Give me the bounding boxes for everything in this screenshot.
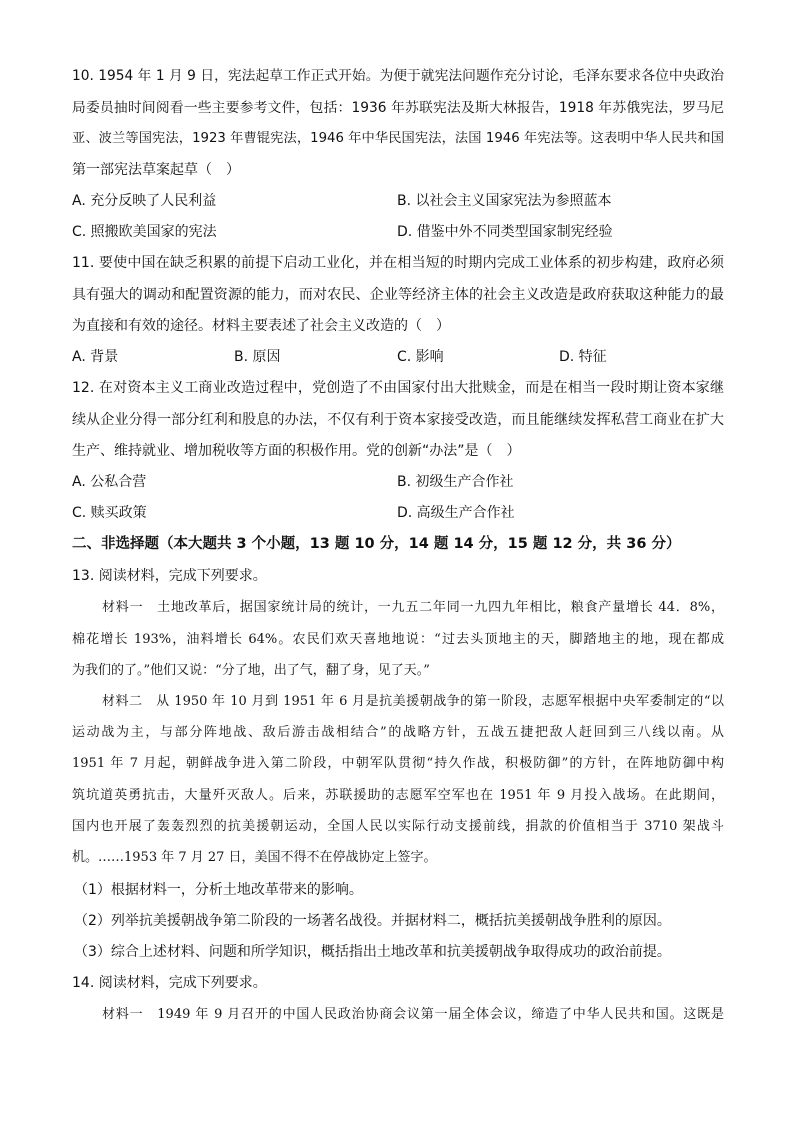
q11-option-d: D. 特征 [559,349,607,365]
q10-option-a: A. 充分反映了人民利益 [72,193,217,209]
q14-material1-line-1: 材料一 1949 年 9 月召开的中国人民政治协商会议第一届全体会议，缔造了中华人民共和国。这既是 [102,1007,724,1022]
q11-line-1: 11. 要使中国在缺乏积累的前提下启动工业化，并在相当短的时期内完成工业体系的初步构建，政府必须 [72,255,724,271]
q14-intro: 14. 阅读材料，完成下列要求。 [72,975,267,991]
q13-material2-line-5: 国内也开展了轰轰烈烈的抗美援朝运动，全国人民以实际行动支援前线，捐款的价值相当于 3710 架战斗 [72,819,724,834]
q12-option-b: B. 初级生产合作社 [397,474,514,490]
q12-option-c: C. 赎买政策 [72,505,147,521]
q11-option-b: B. 原因 [234,349,281,365]
section-heading: 二、非选择题（本大题共 3 个小题，13 题 10 分，14 题 14 分，15 题 12 分，共 36 分） [72,536,681,552]
q11-option-c: C. 影响 [397,349,444,365]
q13-material2-line-6: 机。……1953 年 7 月 27 日，美国不得不在停战协定上签字。 [72,850,437,865]
q13-material2-line-1: 材料二 从 1950 年 10 月到 1951 年 6 月是抗美援朝战争的第一阶段，志愿军根据中央军委制定的“以 [102,694,724,709]
q13-material2-line-3: 1951 年 7 月起，朝鲜战争进入第二阶段，中朝军队贯彻“持久作战，积极防御”的方针，在阵地防御中构 [72,756,724,771]
q12-line-3: 生产、维持就业、增加税收等方面的积极作用。党的创新“办法”是（ ） [72,443,521,459]
q13-question-1: （1）根据材料一，分析土地改革带来的影响。 [74,882,363,898]
q13-material2-line-4: 筑坑道英勇抗击，大量歼灭敌人。后来，苏联援助的志愿军空军也在 1951 年 9 月投入战场。在此期间， [72,788,724,803]
q13-material1-line-3: 为我们的了。”他们又说：“分了地，出了气，翻了身，见了天。” [72,663,430,678]
q12-option-a: A. 公私合营 [72,474,147,490]
q10-line-2: 局委员抽时间阅看一些主要参考文件，包括：1936 年苏联宪法及斯大林报告，1918 年苏俄宪法，罗马尼 [72,100,724,116]
q13-intro: 13. 阅读材料，完成下列要求。 [72,568,267,584]
q11-line-2: 具有强大的调动和配置资源的能力，而对农民、企业等经济主体的社会主义改造是政府获取这种能力的最 [72,287,724,303]
q10-option-d: D. 借鉴中外不同类型国家制宪经验 [397,224,613,240]
q13-material1-line-1: 材料一 土地改革后，据国家统计局的统计，一九五二年同一九四九年相比，粮食产量增长 44．8%， [102,600,724,615]
q13-material1-line-2: 棉花增长 193%，油料增长 64%。农民们欢天喜地地说：“过去头顶地主的天，脚踏地主的地，现在都成 [72,632,724,647]
q11-option-a: A. 背景 [72,349,119,365]
q12-line-1: 12. 在对资本主义工商业改造过程中，党创造了不由国家付出大批赎金，而是在相当一段时期让资本家继 [72,380,724,396]
q10-line-1: 10. 1954 年 1 月 9 日，宪法起草工作正式开始。为便于就宪法问题作充分讨论，毛泽东要求各位中央政治 [72,68,724,84]
q10-line-4: 第一部宪法草案起草（ ） [72,162,240,178]
q10-line-3: 亚、波兰等国宪法，1923 年曹锟宪法，1946 年中华民国宪法，法国 1946 年宪法等。这表明中华人民共和国 [72,131,724,146]
q13-material2-line-2: 运动战为主，与部分阵地战、敌后游击战相结合”的战略方针，五战五捷把敌人赶回到三八线以南。从 [72,725,724,740]
q13-question-3: （3）综合上述材料、问题和所学知识，概括指出土地改革和抗美援朝战争取得成功的政治前提。 [74,944,671,960]
q10-option-b: B. 以社会主义国家宪法为参照蓝本 [397,193,612,209]
q12-option-d: D. 高级生产合作社 [397,505,515,521]
q10-option-c: C. 照搬欧美国家的宪法 [72,224,217,240]
q11-line-3: 为直接和有效的途径。材料主要表述了社会主义改造的（ ） [72,318,450,334]
q13-question-2: （2）列举抗美援朝战争第二阶段的一场著名战役。并据材料二，概括抗美援朝战争胜利的原因。 [74,913,671,929]
q12-line-2: 续从企业分得一部分红利和股息的办法，不仅有利于资本家接受改造，而且能继续发挥私营工商业在扩大 [72,412,724,428]
